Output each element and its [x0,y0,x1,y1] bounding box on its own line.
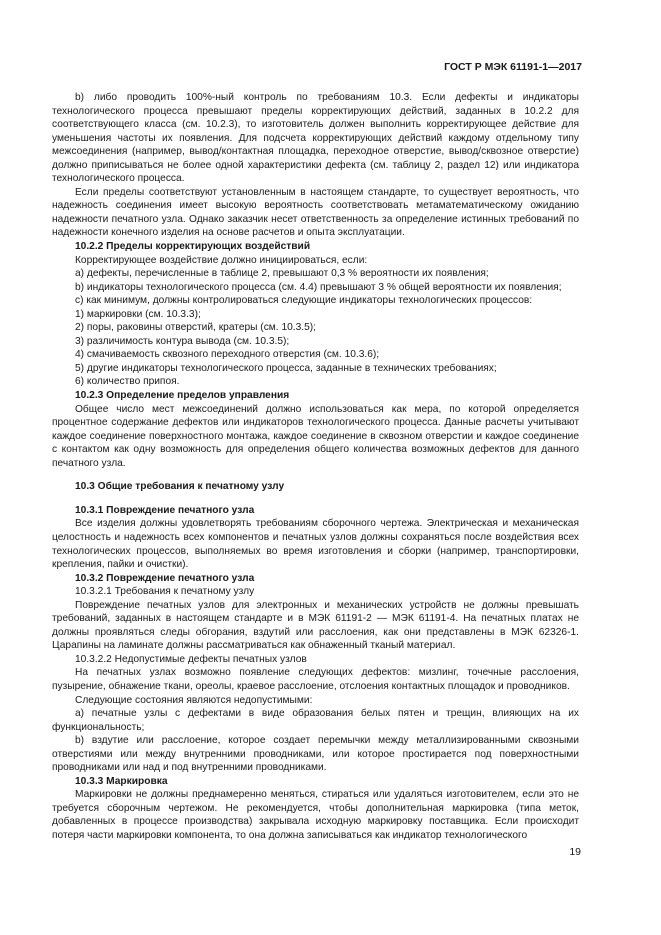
list-item: b) индикаторы технологического процесса (см. 4.4) превышают 3 % общей вероятности их появления; [75,281,562,293]
subsection-heading: 10.3.2.2 Недопустимые дефекты печатных узлов [75,653,307,665]
section-heading: 10.2.3 Определение пределов управления [75,390,290,402]
section-heading: 10.3.3 Маркировка [75,775,168,787]
page-body [52,91,579,843]
section-heading: 10.2.2 Пределы корректирующих воздействий [75,241,311,253]
list-item: a) дефекты, перечисленные в таблице 2, превышают 0,3 % вероятности их появления; [75,268,489,280]
list-item: a) печатные узлы с дефектами в виде образования белых пятен и трещин, влияющих на их функциональность; [52,708,579,733]
paragraph: Общее число мест межсоединений должно использоваться как мера, по которой определяется процентное содержание дефектов или индикаторов технологического процесса. Данные расчеты учитывают каждое соединение поверхностного монтажа, каждое соединение в сквозном отверстии и каждое соединение с контактом как одну возможность для определения общего количества возможных дефектов для данного печатного узла. [52,403,579,469]
document-header: ГОСТ Р МЭК 61191-1—2017 [444,61,582,73]
paragraph: Маркировки не должны преднамеренно меняться, стираться или удаляться изготовителем, если это не требуется сборочным чертежом. Не рекомендуется, чтобы дополнительная маркировка (типа меток, добавленных в процессе производства) закрывала исходную маркировку поставщика. Если происходит потеря части маркировки компонента, то она должна записываться как индикатор технологического [52,789,579,841]
list-item: 4) смачиваемость сквозного переходного отверстия (см. 10.3.6); [75,349,380,361]
paragraph: Все изделия должны удовлетворять требованиям сборочного чертежа. Электрическая и механическая целостность и надежность всех компонентов и печатных узлов должны сохраняться после воздействия всех технологических процессов, выполняемых во время изготовления и сборки (например, транспортировки, крепления, пайки и очистки). [52,518,579,571]
paragraph: Повреждение печатных узлов для электронных и механических устройств не должны превышать требований, заданных в настоящем стандарте и в МЭК 61191-2 — МЭК 61191-4. На печатных платах не должны проявляться следы обгорания, вздутий или расслоения, как они представлены в МЭК 62326-1. Царапины на ламинате должны рассматриваться как обнаженный тканый материал. [52,599,579,652]
page-number: 19 [569,846,581,858]
list-item: c) как минимум, должны контролироваться следующие индикаторы технологических процессов: [75,295,533,307]
paragraph: Корректирующее воздействие должно инициироваться, если: [75,254,368,266]
paragraph: На печатных узлах возможно появление следующих дефектов: мизлинг, точечные расслоения, пузырение, обнажение ткани, ореолы, краевое расслоение, отслоения контактных площадок и проводников. [52,667,579,692]
paragraph: b) либо проводить 100%-ный контроль по требованиям 10.3. Если дефекты и индикаторы технологического процесса превышают пределы корректирующих действий, заданных в 10.2.2 для соответствующего класса (см. 10.2.3), то изготовитель должен выполнить корректирующее действие для уменьшения частоты их появления. Для подсчета корректирующих действий каждому отдельному типу межсоединения (например, вывод/контактная площадка, переходное отверстие, вывод/сквозное отверстие) должно приписываться не более одной характеристики дефекта (см. таблицу 2, раздел 12) или индикатора технологического процесса. [52,92,579,185]
paragraph: Следующие состояния являются недопустимыми: [75,694,313,706]
subsection-heading: 10.3.2.1 Требования к печатному узлу [75,586,255,598]
section-heading: 10.3.2 Повреждение печатного узла [75,572,255,584]
list-item: 3) различимость контура вывода (см. 10.3.5); [75,335,290,347]
list-item: 2) поры, раковины отверстий, кратеры (см. 10.3.5); [75,322,317,334]
list-item: b) вздутие или расслоение, которое создает перемычки между металлизированными сквозными отверстиями или между внутренними проводниками, или которое простирается под поверхностными проводниками или над и под внутренними проводниками. [52,735,579,774]
list-item: 5) другие индикаторы технологического процесса, заданные в технических требованиях; [75,362,497,374]
section-heading: 10.3.1 Повреждение печатного узла [75,504,255,516]
paragraph: Если пределы соответствуют установленным в настоящем стандарте, то существует вероятность, что надежность соединения имеет высокую вероятность соответствовать метаматематическому ожиданию надежности печатного узла. Однако заказчик несет ответственность за определение истинных требований по надежности конечного изделия на основе расчетов и опыта эксплуатации. [52,186,579,239]
list-item: 6) количество припоя. [75,376,180,388]
list-item: 1) маркировки (см. 10.3.3); [75,308,201,320]
section-heading: 10.3 Общие требования к печатному узлу [75,481,285,493]
